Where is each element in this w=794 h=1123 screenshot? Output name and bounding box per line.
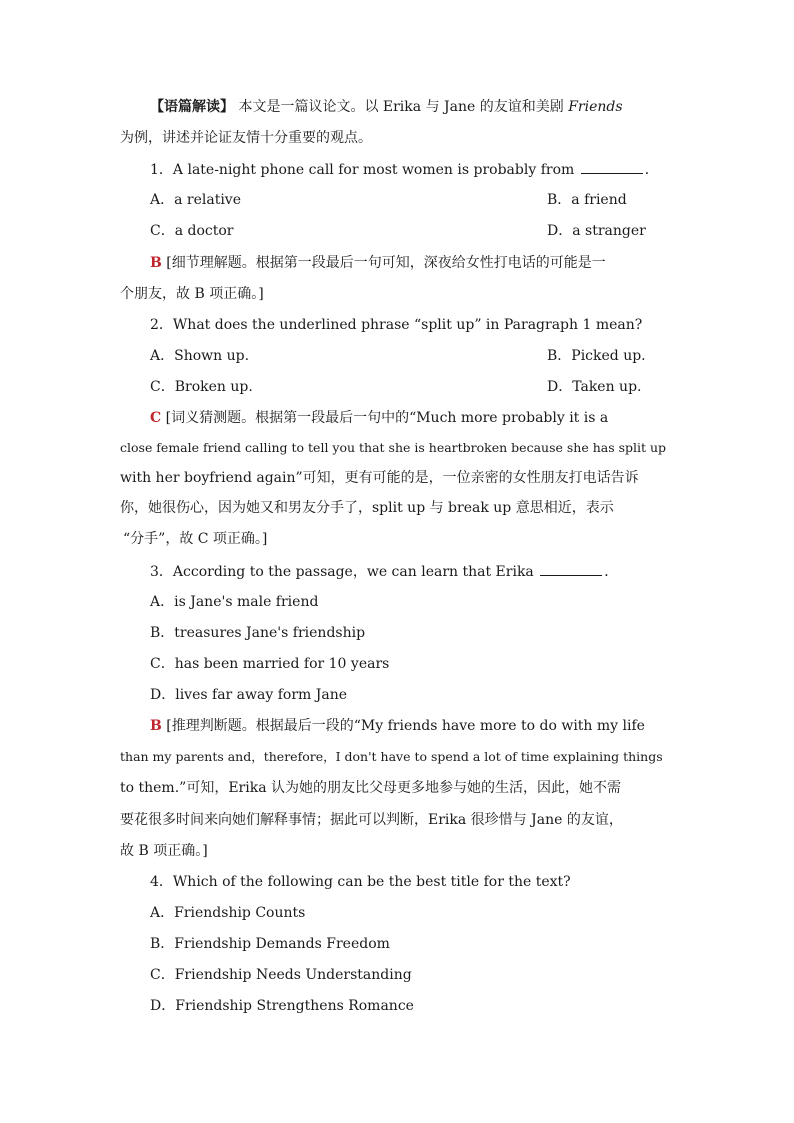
- q3-option-c: C．has been married for 10 years: [150, 656, 390, 672]
- q1-explanation-1: [150, 253, 676, 273]
- q2-explanation-text-1: [词义猜测题。根据第一段最后一句中的“Much more probably it is a: [165, 410, 609, 426]
- q3-option-b: B．treasures Jane's friendship: [150, 625, 366, 641]
- q2-explanation-3: with her boyfriend again”可知，更有可能的是，一位亲密的女性朋友打电话告诉: [120, 470, 639, 486]
- q2-explanation-1: [150, 408, 676, 428]
- q1-stem: [150, 159, 676, 180]
- q3-explanation-3: to them.”可知，Erika 认为她的朋友比父母更多地参与她的生活，因此，她不需: [120, 780, 621, 796]
- q3-option-a: A．is Jane's male friend: [150, 594, 319, 610]
- q4-option-a: A．Friendship Counts: [150, 905, 306, 921]
- q3-explanation-4: 要花很多时间来向她们解释事情；据此可以判断，Erika 很珍惜与 Jane 的友谊，: [120, 812, 623, 828]
- q3-explanation-2: than my parents and，therefore，I don't have to spend a lot of time explaining things: [120, 749, 663, 764]
- q3-stem: [150, 561, 676, 582]
- q2-explanation-4: 你，她很伤心，因为她又和男友分手了，split up 与 break up 意思相近，表示: [120, 500, 614, 516]
- q2-stem: 2．What does the underlined phrase “split up” in Paragraph 1 mean?: [150, 317, 643, 333]
- q3-answer-blank: [540, 561, 602, 576]
- q2-options-row-2: [150, 377, 676, 397]
- q1-option-a: A．a relative: [150, 192, 242, 208]
- q4-option-b: B．Friendship Demands Freedom: [150, 936, 390, 952]
- q3-answer: B: [150, 718, 162, 734]
- intro-line-1: [150, 97, 676, 117]
- q2-option-d: D．Taken up.: [547, 379, 642, 395]
- q1-stem-end: ．: [644, 162, 659, 178]
- intro-text-a: 本文是一篇议论文。以 Erika 与 Jane 的友谊和美剧: [234, 99, 569, 115]
- q2-option-c: C．Broken up.: [150, 379, 253, 395]
- q1-answer-blank: [581, 159, 643, 174]
- intro-line-2: 为例，讲述并论证友情十分重要的观点。: [120, 130, 372, 146]
- q4-stem: 4．Which of the following can be the best title for the text?: [150, 874, 571, 890]
- q2-options-row-1: [150, 346, 676, 366]
- q1-options-row-1: [150, 190, 676, 210]
- q3-explanation-5: 故 B 项正确。]: [120, 843, 208, 859]
- intro-tag: 【语篇解读】: [150, 99, 234, 115]
- q1-explanation-2: 个朋友，故 B 项正确。]: [120, 286, 264, 302]
- q3-stem-text: 3．According to the passage，we can learn that Erika: [150, 564, 534, 580]
- q3-explanation-text-1: [推理判断题。根据最后一段的“My friends have more to do with my life: [166, 718, 645, 734]
- q4-option-c: C．Friendship Needs Understanding: [150, 967, 412, 983]
- q1-option-c: C．a doctor: [150, 223, 234, 239]
- q1-explanation-text-1: [细节理解题。根据第一段最后一句可知，深夜给女性打电话的可能是一: [166, 255, 606, 271]
- q2-explanation-2: close female friend calling to tell you that she is heartbroken because she has split up: [120, 440, 667, 455]
- q2-answer: C: [150, 410, 162, 426]
- q3-option-d: D．lives far away form Jane: [150, 687, 348, 703]
- q1-option-b: B．a friend: [547, 192, 627, 208]
- q1-option-d: D．a stranger: [547, 223, 646, 239]
- q1-options-row-2: [150, 221, 676, 241]
- q3-stem-end: ．: [604, 564, 619, 580]
- q2-explanation-5: “分手”，故 C 项正确。]: [123, 531, 268, 547]
- q3-explanation-1: [150, 716, 676, 736]
- intro-italic-friends: Friends: [568, 99, 623, 115]
- q1-stem-text: 1．A late-night phone call for most women is probably from: [150, 162, 575, 178]
- q2-option-b: B．Picked up.: [547, 348, 646, 364]
- q4-option-d: D．Friendship Strengthens Romance: [150, 998, 414, 1014]
- q2-option-a: A．Shown up.: [150, 348, 250, 364]
- q1-answer: B: [150, 255, 162, 271]
